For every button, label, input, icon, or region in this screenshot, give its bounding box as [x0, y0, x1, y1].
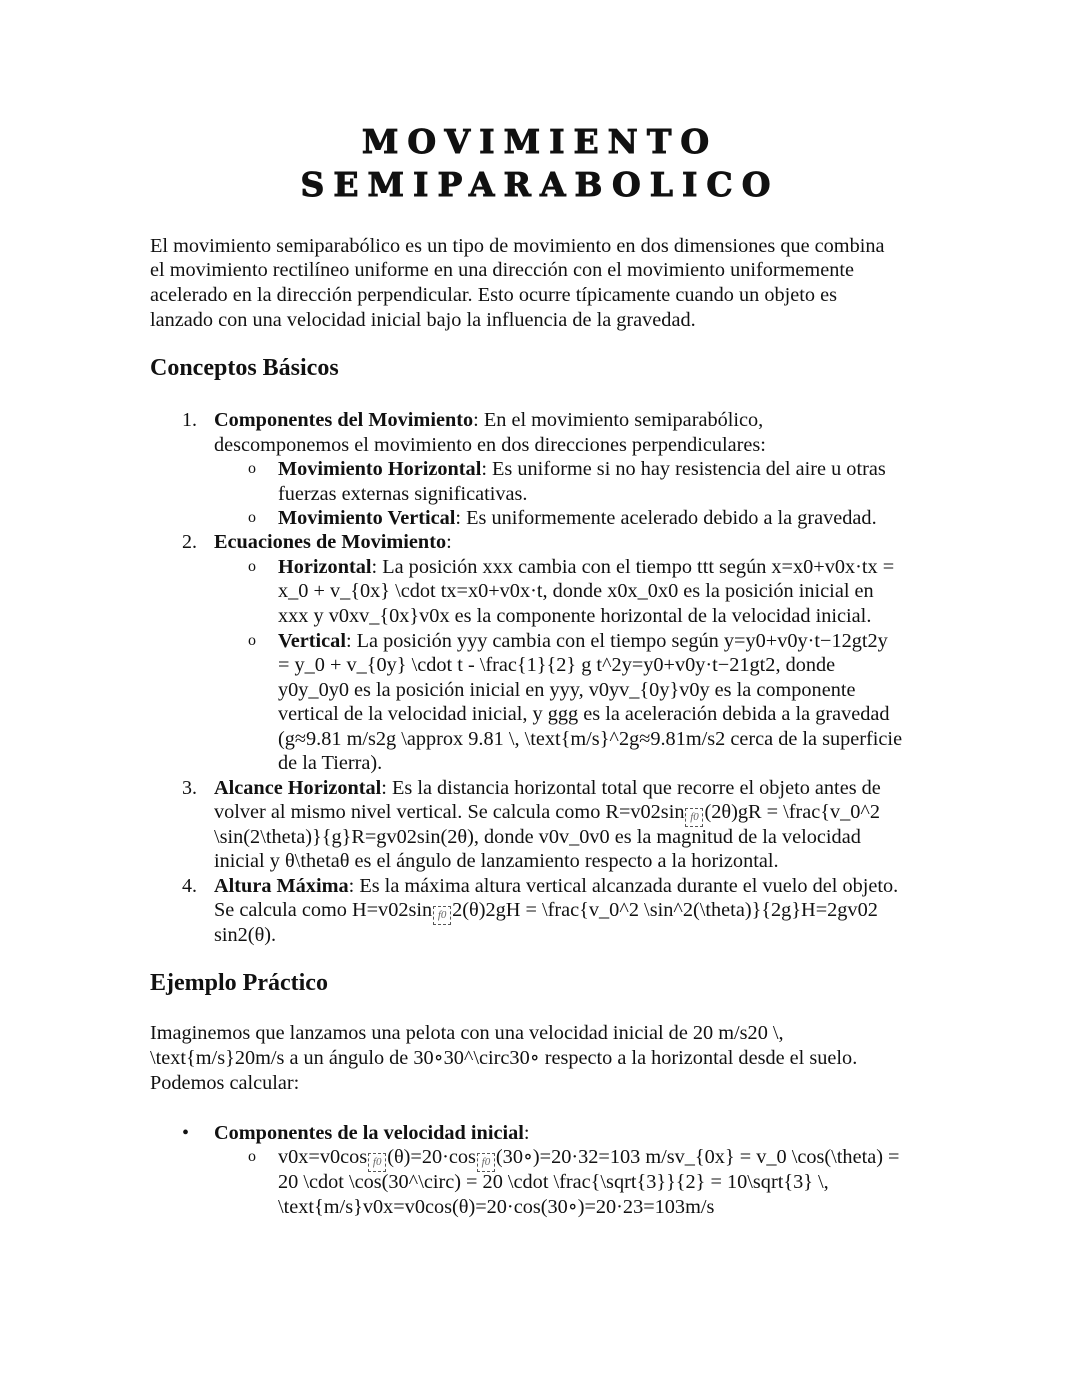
text-line	[150, 1021, 784, 1045]
text-segment: volver al mismo nivel vertical. Se calcula como R=v02sin	[214, 801, 685, 823]
intro-paragraph-line: el movimiento rectilíneo uniforme en una dirección con el movimiento uniformemente	[150, 259, 854, 281]
intro-paragraph-line: El movimiento semiparabólico es un tipo de movimiento en dos dimensiones que combina	[150, 235, 885, 257]
text-segment: xxx y v0xv_{0x}v0x es la componente horizontal de la velocidad inicial.	[278, 605, 872, 627]
bold-term: Ecuaciones de Movimiento	[214, 531, 447, 553]
intro-paragraph-line: acelerado en la dirección perpendicular. Esto ocurre típicamente cuando un objeto es	[150, 284, 838, 306]
text-line	[214, 530, 452, 554]
sub-bullet-icon: o	[248, 509, 256, 526]
text-line	[214, 800, 880, 827]
text-line	[214, 408, 763, 432]
bold-term: Componentes del Movimiento	[214, 409, 474, 431]
document-title-line-1: MOVIMIENTO	[361, 122, 719, 161]
text-segment: sin2(θ).	[214, 924, 277, 946]
list-number: 1.	[182, 409, 197, 431]
text-segment: : En el movimiento semiparabólico,	[473, 409, 764, 431]
text-segment: : Es la máxima altura vertical alcanzada durante el vuelo del objeto.	[348, 875, 899, 897]
text-line	[214, 898, 878, 925]
text-segment: : Es la distancia horizontal total que recorre el objeto antes de	[381, 777, 881, 799]
text-line	[278, 555, 894, 579]
text-line	[150, 1046, 857, 1070]
sub-bullet-icon: o	[248, 558, 256, 575]
text-segment: (2θ)gR = \frac{v_0^2	[704, 801, 881, 823]
text-segment: fuerzas externas significativas.	[278, 483, 528, 505]
text-line	[278, 702, 890, 726]
text-line	[214, 849, 779, 873]
list-number: 2.	[182, 531, 197, 553]
list-number: 3.	[182, 777, 197, 799]
text-line	[278, 482, 527, 506]
text-segment: de la Tierra).	[278, 752, 383, 774]
text-segment: : Es uniforme si no hay resistencia del aire u otras	[481, 458, 886, 480]
missing-glyph-icon: f0	[368, 1153, 386, 1172]
text-line	[278, 1170, 829, 1194]
text-line	[214, 433, 766, 457]
text-segment: \sin(2\theta)}{g}R=gv02sin(2θ), donde v0v_0v0 es la magnitud de la velocidad	[214, 826, 861, 848]
text-segment: : La posición yyy cambia con el tiempo según y=y0+v0y·t−12gt2y	[345, 630, 888, 652]
bold-term: Movimiento Vertical	[278, 507, 456, 529]
list-number: 4.	[182, 875, 197, 897]
bold-term: Alcance Horizontal	[214, 777, 382, 799]
text-line	[278, 751, 382, 775]
text-line	[278, 457, 886, 481]
intro-paragraph-line: lanzado con una velocidad inicial bajo la influencia de la gravedad.	[150, 309, 696, 331]
text-line	[278, 1145, 899, 1172]
bullet-icon: •	[182, 1122, 190, 1144]
text-segment: Podemos calcular:	[150, 1072, 300, 1094]
bold-term: Horizontal	[278, 556, 372, 578]
text-segment: (g≈9.81 m/s2g \approx 9.81 \, \text{m/s}^2g≈9.81m/s2 cerca de la superficie	[278, 728, 903, 750]
text-line	[278, 629, 888, 653]
text-segment: :	[446, 531, 452, 553]
text-line	[278, 506, 877, 530]
text-segment: 20 \cdot \cos(30^\circ) = 20 \cdot \frac{\sqrt{3}}{2} = 10\sqrt{3} \,	[278, 1171, 829, 1193]
text-segment: y0y_0y0 es la posición inicial en yyy, v0yv_{0y}v0y es la componente	[278, 679, 856, 701]
bold-term: Altura Máxima	[214, 875, 349, 897]
text-line	[278, 604, 871, 628]
text-segment: : Es uniformemente acelerado debido a la gravedad.	[455, 507, 877, 529]
text-segment: Imaginemos que lanzamos una pelota con una velocidad inicial de 20 m/s20 \,	[150, 1022, 784, 1044]
text-line	[214, 1121, 530, 1145]
missing-glyph-icon: f0	[685, 808, 703, 827]
text-line	[278, 579, 874, 603]
text-line	[214, 923, 276, 947]
text-line	[214, 825, 861, 849]
text-segment: : La posición xxx cambia con el tiempo ttt según x=x0+v0x·tx =	[371, 556, 895, 578]
text-line	[278, 653, 835, 677]
text-segment: descomponemos el movimiento en dos direcciones perpendiculares:	[214, 434, 766, 456]
bold-term: Componentes de la velocidad inicial	[214, 1122, 524, 1144]
missing-glyph-icon: f0	[477, 1153, 495, 1172]
section-heading-ejemplo: Ejemplo Práctico	[150, 970, 328, 996]
text-segment: inicial y θ\thetaθ es el ángulo de lanzamiento respecto a la horizontal.	[214, 850, 779, 872]
text-line	[214, 874, 898, 898]
text-line	[278, 678, 855, 702]
bold-term: Movimiento Horizontal	[278, 458, 482, 480]
text-segment: = y_0 + v_{0y} \cdot t - \frac{1}{2} g t^2y=y0+v0y·t−21gt2, donde	[278, 654, 836, 676]
text-line	[278, 1195, 714, 1219]
section-heading-conceptos: Conceptos Básicos	[150, 355, 339, 381]
text-segment: (θ)=20·cos	[387, 1146, 476, 1168]
text-segment: Se calcula como H=v02sin	[214, 899, 433, 921]
sub-bullet-icon: o	[248, 632, 256, 649]
text-segment: (30∘)=20·32=103 m/sv_{0x} = v_0 \cos(\theta) =	[495, 1146, 900, 1168]
document-title-line-2: SEMIPARABOLICO	[300, 165, 780, 204]
sub-bullet-icon: o	[248, 1148, 256, 1165]
text-segment: v0x=v0cos	[278, 1146, 368, 1168]
text-segment: vertical de la velocidad inicial, y ggg es la aceleración debida a la gravedad	[278, 703, 890, 725]
text-line	[150, 1071, 299, 1095]
text-segment: 2(θ)2gH = \frac{v_0^2 \sin^2(\theta)}{2g}H=2gv02	[452, 899, 878, 921]
text-segment: :	[523, 1122, 530, 1144]
missing-glyph-icon: f0	[433, 906, 451, 925]
text-segment: \text{m/s}v0x=v0cos(θ)=20·cos(30∘)=20·23=103m/s	[278, 1196, 715, 1218]
text-line	[278, 727, 902, 751]
text-segment: \text{m/s}20m/s a un ángulo de 30∘30^\circ30∘ respecto a la horizontal desde el suelo.	[150, 1047, 858, 1069]
text-line	[214, 776, 881, 800]
bold-term: Vertical	[278, 630, 346, 652]
sub-bullet-icon: o	[248, 460, 256, 477]
text-segment: x_0 + v_{0x} \cdot tx=x0+v0x·t, donde x0x_0x0 es la posición inicial en	[278, 580, 874, 602]
